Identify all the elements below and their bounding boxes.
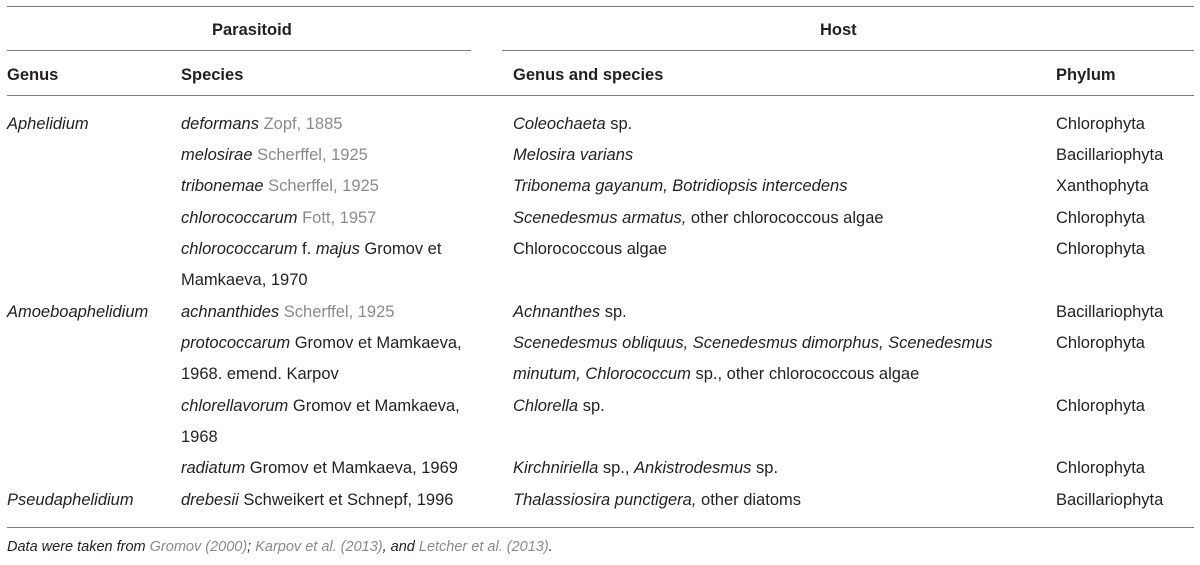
phylum-name: Chlorophyta	[1056, 397, 1145, 415]
host-species-column-header: Genus and species	[513, 66, 664, 84]
host-cell	[513, 297, 627, 328]
footnote-ref-karpov[interactable]: Karpov et al. (2013)	[255, 539, 383, 555]
host-text: Coleochaeta	[513, 115, 606, 133]
genus-name: Pseudaphelidium	[7, 491, 134, 509]
host-group-header: Host	[820, 21, 857, 39]
host-cell	[513, 203, 884, 234]
species-cell	[181, 391, 460, 422]
species-cell	[181, 234, 441, 265]
species-cell	[181, 109, 342, 140]
species-cell	[181, 328, 462, 359]
species-authority-ref: Scherffel, 1925	[283, 303, 395, 321]
species-cell-line2	[181, 359, 339, 390]
host-text: other diatoms	[696, 491, 801, 509]
footnote-sep-2: , and	[382, 539, 419, 555]
species-cell	[181, 297, 394, 328]
species-cell-line2	[181, 265, 308, 296]
species-authority-ref: Scherffel, 1925	[268, 177, 379, 195]
host-cell	[513, 453, 778, 484]
species-text: Gromov et Mamkaeva, 1969	[245, 459, 458, 477]
species-authority: Mamkaeva, 1970	[181, 271, 308, 289]
species-cell	[181, 453, 458, 484]
host-text: Achnanthes	[513, 303, 601, 321]
host-group-rule	[502, 50, 1194, 51]
table-top-rule	[7, 6, 1194, 7]
host-text: sp., other chlorococcous algae	[690, 365, 920, 383]
species-authority-ref: Scherffel, 1925	[257, 146, 368, 164]
footnote-suffix: .	[548, 539, 553, 555]
phylum-name: Chlorophyta	[1056, 334, 1145, 352]
species-text: Gromov et Mamkaeva,	[288, 397, 460, 415]
genus-cell	[7, 297, 148, 328]
host-cell	[513, 140, 633, 171]
parasitoid-group-rule	[7, 50, 471, 51]
host-text: Scenedesmus obliquus, Scenedesmus dimorphus, Scenedesmus	[513, 334, 993, 352]
footnote-prefix: Data were taken from	[7, 539, 150, 555]
host-text: Chlorococcous algae	[513, 240, 668, 258]
species-name: drebesii	[181, 491, 239, 509]
species-authority: 1968	[181, 428, 218, 446]
host-cell	[513, 485, 801, 516]
phylum-name: Bacillariophyta	[1056, 146, 1164, 164]
phylum-cell	[1056, 171, 1149, 202]
host-text: other chlorococcous algae	[686, 209, 884, 227]
host-text: sp.	[751, 459, 779, 477]
phylum-cell	[1056, 391, 1145, 422]
genus-column-header: Genus	[7, 66, 59, 84]
host-cell	[513, 234, 667, 265]
host-text: sp.	[605, 115, 633, 133]
species-name: chlorococcarum	[181, 209, 298, 227]
footnote-sep-1: ;	[247, 539, 256, 555]
species-cell	[181, 203, 376, 234]
species-cell	[181, 171, 379, 202]
host-text: sp.	[578, 397, 605, 415]
species-name: radiatum	[181, 459, 246, 477]
phylum-cell	[1056, 234, 1145, 265]
phylum-cell	[1056, 297, 1163, 328]
table-bottom-rule	[7, 527, 1194, 528]
host-text: Tribonema gayanum, Botridiopsis intercedens	[513, 177, 848, 195]
host-text: minutum, Chlorococcum	[513, 365, 691, 383]
host-cell	[513, 171, 847, 202]
species-authority-ref: Zopf, 1885	[263, 115, 343, 133]
genus-name: Aphelidium	[7, 115, 89, 133]
host-text: sp.	[600, 303, 627, 321]
host-cell	[513, 109, 632, 140]
species-text: majus	[315, 240, 360, 258]
footnote-ref-letcher[interactable]: Letcher et al. (2013)	[418, 539, 549, 555]
genus-name: Amoeboaphelidium	[7, 303, 149, 321]
parasitoid-group-header: Parasitoid	[212, 21, 292, 39]
species-name: tribonemae	[181, 177, 264, 195]
species-column-header: Species	[181, 66, 244, 84]
phylum-column-header: Phylum	[1056, 66, 1116, 84]
host-cell	[513, 391, 605, 422]
table-footnote	[7, 539, 553, 555]
species-text: f.	[297, 240, 316, 258]
host-text: Melosira varians	[513, 146, 634, 164]
species-name: chlorococcarum	[181, 240, 298, 258]
phylum-name: Bacillariophyta	[1056, 491, 1164, 509]
species-text: Gromov et Mamkaeva,	[290, 334, 462, 352]
species-text: Gromov et	[359, 240, 442, 258]
species-text: Schweikert et Schnepf, 1996	[238, 491, 454, 509]
phylum-cell	[1056, 485, 1163, 516]
species-name: melosirae	[181, 146, 253, 164]
species-name: achnanthides	[181, 303, 280, 321]
species-authority-ref: Fott, 1957	[302, 209, 377, 227]
species-cell	[181, 485, 453, 516]
phylum-cell	[1056, 109, 1145, 140]
host-text: Ankistrodesmus	[634, 459, 752, 477]
species-name: protococcarum	[181, 334, 291, 352]
species-name: chlorellavorum	[181, 397, 289, 415]
phylum-name: Bacillariophyta	[1056, 303, 1164, 321]
phylum-cell	[1056, 453, 1145, 484]
species-cell	[181, 140, 368, 171]
header-bottom-rule	[7, 95, 1194, 96]
genus-cell	[7, 485, 134, 516]
species-cell-line2	[181, 422, 218, 453]
species-name: deformans	[181, 115, 259, 133]
species-authority: 1968. emend. Karpov	[181, 365, 339, 383]
host-cell	[513, 328, 993, 359]
genus-cell	[7, 109, 89, 140]
host-text: Kirchniriella	[513, 459, 599, 477]
host-cell-line2	[513, 359, 919, 390]
phylum-cell	[1056, 328, 1145, 359]
phylum-name: Chlorophyta	[1056, 209, 1145, 227]
host-text: Scenedesmus armatus,	[513, 209, 687, 227]
phylum-name: Xanthophyta	[1056, 177, 1149, 195]
phylum-name: Chlorophyta	[1056, 115, 1145, 133]
phylum-name: Chlorophyta	[1056, 240, 1145, 258]
host-text: sp.,	[598, 459, 635, 477]
phylum-name: Chlorophyta	[1056, 459, 1145, 477]
phylum-cell	[1056, 203, 1145, 234]
host-text: Chlorella	[513, 397, 579, 415]
footnote-ref-gromov[interactable]: Gromov (2000)	[149, 539, 248, 555]
host-text: Thalassiosira punctigera,	[513, 491, 697, 509]
phylum-cell	[1056, 140, 1163, 171]
